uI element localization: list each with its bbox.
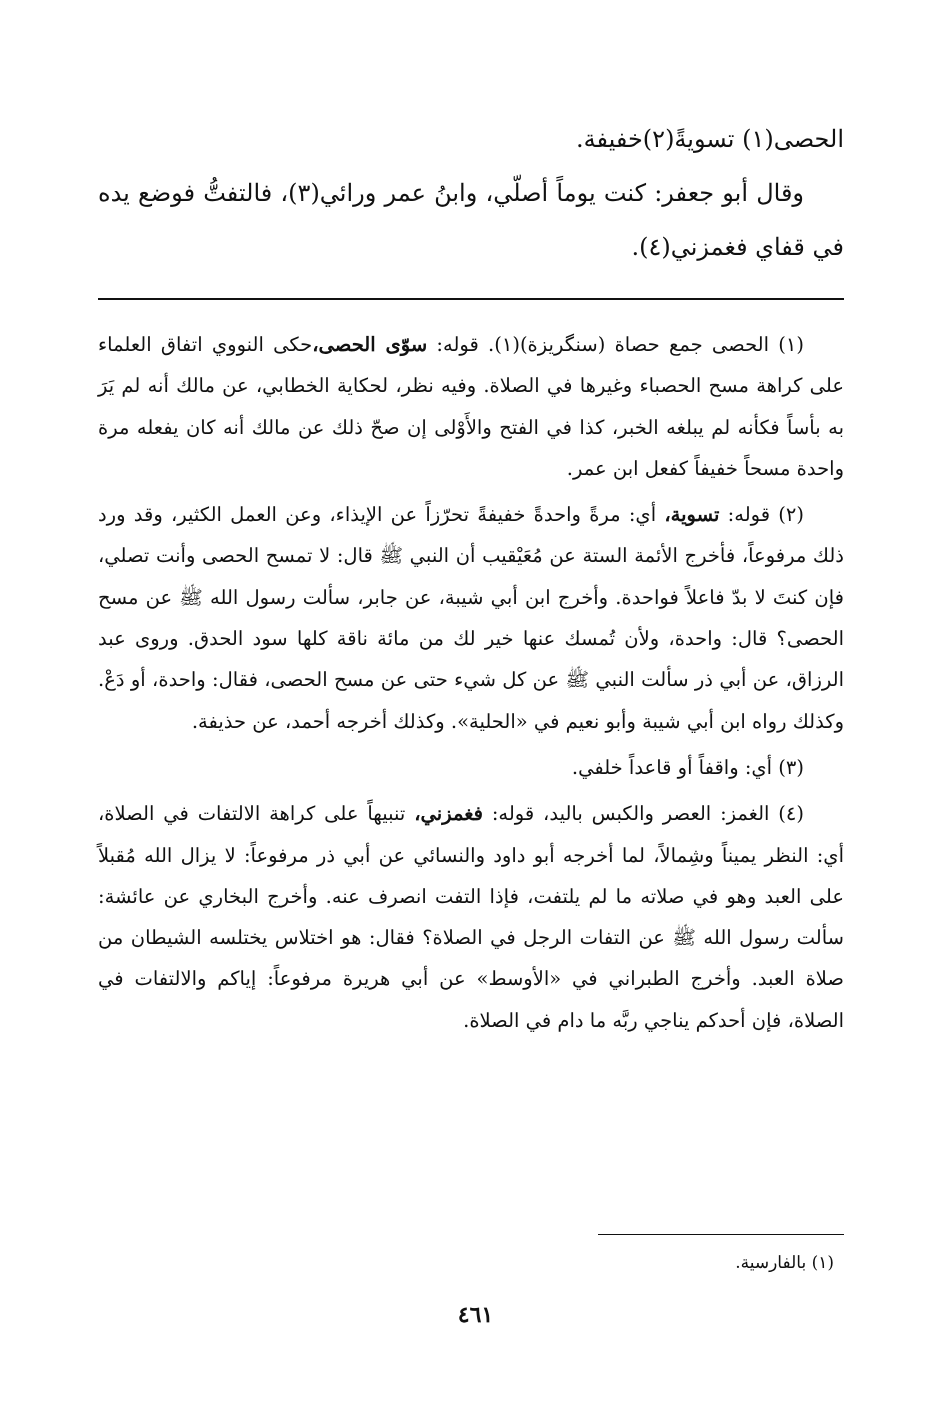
footnote-4-lead: (٤) الغمز: العصر والكبس باليد، قوله: [482, 802, 804, 826]
main-line-1: الحصى(١) تسويةً(٢)خفيفة. [575, 125, 844, 153]
footnote-1 [98, 324, 844, 489]
footnote-2-lead: (٢) قوله: [719, 503, 804, 527]
footnote-2-bold: تسوية، [664, 503, 720, 527]
page-number: ٤٦١ [457, 1302, 494, 1328]
main-paragraph-2: وقال أبو جعفر: كنت يوماً أصلّي، وابنُ عمر ورائي(٣)، فالتفتُّ فوضع يده في قفاي فغمزني(٤). [98, 179, 844, 261]
footnote-separator [98, 298, 844, 300]
subnote-separator [598, 1234, 844, 1235]
footnote-4-rest: تنبيهاً على كراهة الالتفات في الصلاة، أي: النظر يميناً وشِمالاً، لما أخرجه أبو داود والنسائي عن أبي ذر مرفوعاً: لا يزال الله مُقبلاً على العبد وهو في صلاته ما لم يلتفت، فإذا التفت انصرف عنه. وأخرج البخاري عن عائشة: سألت رسول الله ﷺ عن التفات الرجل في الصلاة؟ فقال: هو اختلاس يختلسه الشيطان من صلاة العبد. وأخرج الطبراني في «الأوسط» عن أبي هريرة مرفوعاً: إياكم والالتفات في الصلاة، فإن أحدكم يناجي ربَّه ما دام في الصلاة. [98, 802, 844, 1032]
footnote-1-rest: حكى النووي اتفاق العلماء على كراهة مسح الحصباء وغيرها في الصلاة. وفيه نظر، لحكاية الخطابي، عن مالك أنه لم يَرَ به بأساً فكأنه لم يبلغه الخبر، كذا في الفتح والأَوْلى إن صحّ ذلك عن مالك أنه كان يفعله مرة واحدة مسحاً خفيفاً كفعل ابن عمر. [98, 333, 844, 480]
main-text [98, 112, 844, 274]
footnote-2-rest: أي: مرةً واحدةً خفيفةً تحرّزاً عن الإيذاء، وعن العمل الكثير، وقد ورد ذلك مرفوعاً، فأخرج الأئمة الستة عن مُعَيْقيب أن النبي ﷺ قال: لا تمسح الحصى وأنت تصلي، فإن كنتَ لا بدّ فاعلاً فواحدة. وأخرج ابن أبي شيبة، عن جابر، سألت رسول الله ﷺ عن مسح الحصى؟ قال: واحدة، ولأن تُمسك عنها خير لك من مائة ناقة كلها سود الحدق. وروى عبد الرزاق، عن أبي ذر سألت النبي ﷺ عن كل شيء حتى عن مسح الحصى، فقال: واحدة، أو دَعْ. وكذلك رواه ابن أبي شيبة وأبو نعيم في «الحلية». وكذلك أخرجه أحمد، عن حذيفة. [98, 503, 844, 733]
footnote-1-lead: (١) الحصى جمع حصاة (سنگريزة)(١). قوله: [427, 333, 804, 356]
page-body [98, 112, 844, 1273]
footnote-4-bold: فغمزني، [414, 802, 483, 826]
subnote: (١) بالفارسية. [735, 1253, 834, 1273]
footnotes [98, 324, 844, 1041]
footnote-4 [98, 793, 844, 1041]
footnote-3: (٣) أي: واقفاً أو قاعداً خلفي. [571, 755, 804, 779]
footnote-1-bold: سوّى الحصى، [312, 333, 428, 356]
footnote-2 [98, 494, 844, 742]
